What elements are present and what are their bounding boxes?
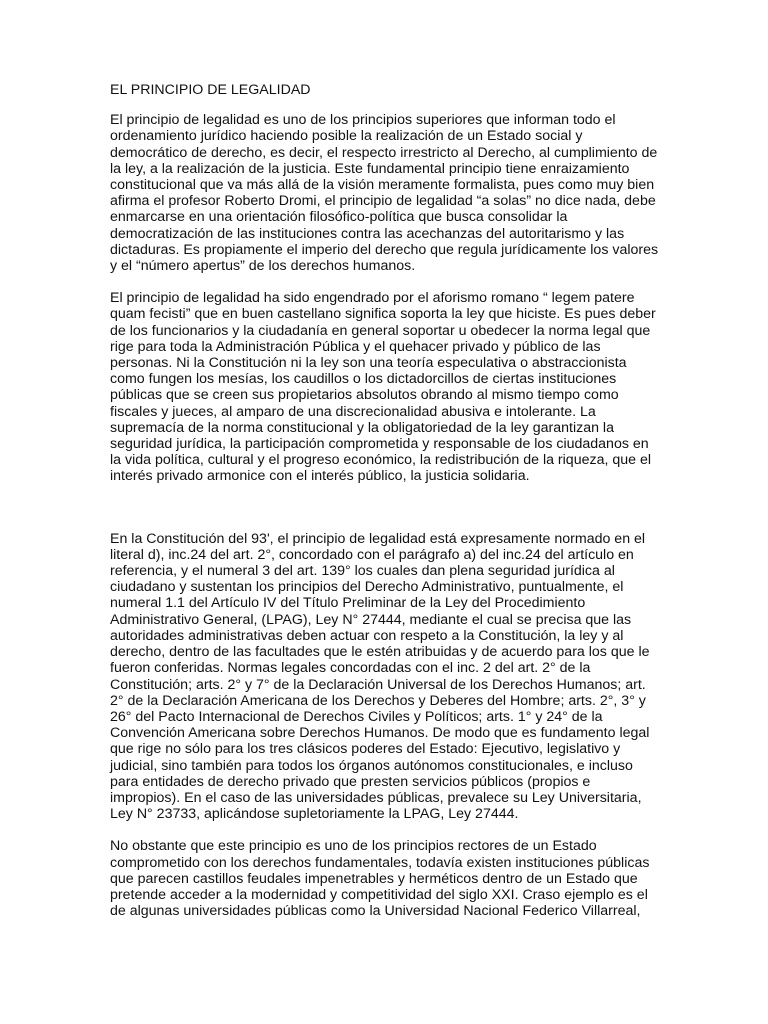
paragraph-1: El principio de legalidad es uno de los principios superiores que informan todo el ordenamiento jurídico haciendo posible la realización de un Estado social y democrático de derecho, es decir, el respecto irrestricto al Derecho, al cumplimiento de la ley, a la realización de la justicia. Este fundamental principio tiene enraizamiento constitucional que va más allá de la visión meramente formalista, pues como muy bien afirma el profesor Roberto Dromi, el principio de legalidad “a solas” no dice nada, debe enmarcarse en una orientación filosófico-política que busca consolidar la democratización de las instituciones contra las acechanzas del autoritarismo y las dictaduras. Es propiamente el imperio del derecho que regula jurídicamente los valores y el “número apertus” de los derechos humanos. [110,112,659,275]
document-title: EL PRINCIPIO DE LEGALIDAD [110,82,311,98]
document-page [110,82,662,919]
paragraph-2: El principio de legalidad ha sido engendrado por el aforismo romano “ legem patere quam fecisti” que en buen castellano significa soporta la ley que hiciste. Es pues deber de los funcionarios y la ciudadanía en general soportar u obedecer la norma legal que rige para toda la Administración Pública y el quehacer privado y público de las personas. Ni la Constitución ni la ley son una teoría especulativa o abstraccionista como fungen los mesías, los caudillos o los dictadorcillos de ciertas instituciones públicas que se creen sus propietarios absolutos obrando al mismo tiempo como fiscales y jueces, al amparo de una discrecionalidad abusiva e intolerante. La supremacía de la norma constitucional y la obligatoriedad de la ley garantizan la seguridad jurídica, la participación comprometida y responsable de los ciudadanos en la vida política, cultural y el progreso económico, la redistribución de la riqueza, que el interés privado armonice con el interés público, la justicia solidaria. [110,290,656,485]
paragraph-3: En la Constitución del 93', el principio de legalidad está expresamente normado en el literal d), inc.24 del art. 2°, concordado con el parágrafo a) del inc.24 del artículo en referencia, y el numeral 3 del art. 139° los cuales dan plena seguridad jurídica al ciudadano y sustentan los principios del Derecho Administrativo, puntualmente, el numeral 1.1 del Artículo IV del Título Preliminar de la Ley del Procedimiento Administrativo General, (LPAG), Ley N° 27444, mediante el cual se precisa que las autoridades administrativas deben actuar con respeto a la Constitución, la ley y al derecho, dentro de las facultades que le estén atribuidas y de acuerdo para los que le fueron conferidas. Normas legales concordadas con el inc. 2 del art. 2° de la Constitución; arts. 2° y 7° de la Declaración Universal de los Derechos Humanos; art. 2° de la Declaración Americana de los Derechos y Deberes del Hombre; arts. 2°, 3° y 26° del Pacto Internacional de Derechos Civiles y Políticos; arts. 1° y 24° de la Convención Americana sobre Derechos Humanos. De modo que es fundamento legal que rige no sólo para los tres clásicos poderes del Estado: Ejecutivo, legislativo y judicial, sino también para todos los órganos autónomos constitucionales, e incluso para entidades de derecho privado que presten servicios públicos (propios e impropios). En el caso de las universidades públicas, prevalece su Ley Universitaria, Ley N° 23733, aplicándose supletoriamente la LPAG, Ley 27444. [110,530,650,823]
paragraph-4: No obstante que este principio es uno de los principios rectores de un Estado comprometido con los derechos fundamentales, todavía existen instituciones públicas que parecen castillos feudales impenetrables y herméticos dentro de un Estado que pretende acceder a la modernidad y competitividad del siglo XXI. Craso ejemplo es el de algunas universidades públicas como la Universidad Nacional Federico Villarreal, [110,838,650,920]
